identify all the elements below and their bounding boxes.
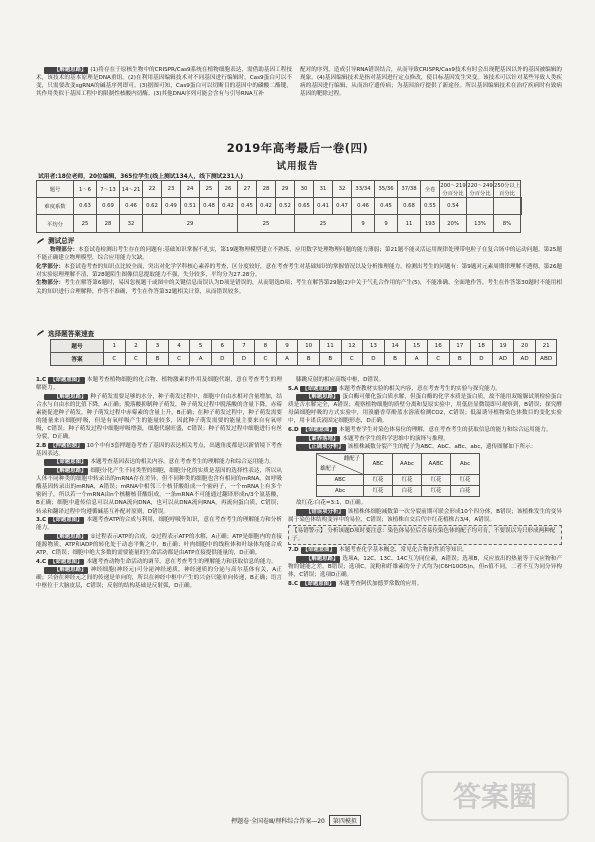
question-number: 14: [384, 340, 406, 353]
score-header-cell: 23: [162, 181, 181, 198]
solution-tag: 【解题思路】: [44, 67, 88, 74]
answer-table: [50, 339, 557, 366]
cross-cell: 红花: [393, 475, 422, 486]
cross-cell: 红花: [422, 475, 451, 486]
answer-paragraph: [36, 533, 282, 557]
cross-row: [317, 486, 480, 497]
difficulty-cell: 0.65: [295, 198, 314, 215]
question-number: 2.B: [36, 442, 49, 449]
score-header-cell: 35/36: [375, 181, 398, 198]
score-header-cell: 全卷: [421, 181, 440, 198]
score-header-cell: 7～13: [97, 181, 120, 198]
section-tag: 【解题思路】: [296, 394, 340, 401]
question-number: 11: [319, 340, 341, 353]
cross-row-head: ABC: [317, 475, 364, 486]
question-number: 2: [125, 340, 147, 353]
question-number: 18: [471, 340, 493, 353]
top-right-text: 配对的序列，造成引导RNA错误结合，从而导致CRISPR/Cas9技术有时会出现靶基因以外的基因被编辑的现象。(4)基因编辑技术是指对基因进行定点修改，使目标基因发生突变。该技术可以针对某些导致人类疾病的基因进行编辑，从而治疗遗传病；为基因治疗提供了新途径。所以基因编辑技术在治疗疾病时有致病基因的靶除过程。: [300, 67, 562, 98]
average-cell: 9: [352, 215, 375, 233]
score-header-cell: 220～249分百分比: [467, 181, 494, 198]
score-header-cell: 25: [200, 181, 219, 198]
answer-cell: B: [319, 353, 341, 366]
answer-cell: AD: [492, 353, 514, 366]
answer-cell: D: [363, 353, 385, 366]
question-number: 5: [190, 340, 212, 353]
score-header-cell: 31: [314, 181, 333, 198]
average-cell: 29: [143, 215, 238, 233]
section-tag: 【命题意图】: [302, 580, 335, 587]
cross-col-head: Abc: [451, 454, 480, 475]
warning-box: 【易错警示】 分析该题D项时要注意：染色体易位后含易位染色体的配子均可育，不要误以为只形成两种配子。: [288, 525, 562, 545]
section-tag: 【解题思路】: [44, 394, 88, 401]
section-tag: 【解题思路】: [44, 468, 88, 475]
paragraph-text: 细胞分化产生不同类型的细胞，细胞分化的实质是基因的选择性表达，所以从人体不同种类的细胞中转录出的mRNA存在差异，但不同种类的细胞也含有相同的mRNA，如呼吸酶基因转录出的mRNA，A错误；mRNA中相邻三个核苷酸组成一个密码子，一个mRNA上有多个密码子，所以若一个mRNA由n个核糖核苷酸组成，一条mRNA不可能通过翻译形成n/3个氨基酸，B正确；细胞中遗传信息可以从DNA流向DNA，也可以从DNA流向RNA，再流向蛋白质，C错误；转录和翻译过程中均遵循碱基互补配对原则，D错误。: [36, 468, 282, 515]
section-tag: 【押题依据】: [50, 442, 83, 449]
score-header-cell: 26: [219, 181, 238, 198]
section-tag: 【命题意图】: [44, 459, 88, 466]
score-header-cell: 32: [333, 181, 352, 198]
answer-cell: C: [104, 353, 126, 366]
average-cell: 9: [375, 215, 398, 233]
answer-paragraph: [288, 443, 562, 451]
difficulty-cell: 0.41: [314, 198, 333, 215]
paragraph-text: 选项A，12C、13C、14C互为同位素，A错误；选项B，反应放出的热量等于反应物和产物的键能之差，B错误；选项C，淀粉和纤维素的分子式均为(C6H10O5)n，但n值不同，二者不互为同分异构体，C错误；选项D正确。: [288, 555, 562, 579]
score-header-cell: 22: [143, 181, 162, 198]
question-number: 16: [427, 340, 449, 353]
bio-text: 考生在解答第6题时，易因忽视题干或图中的关键信息而误认为D项是错误的，从而错选D项；考生在解答第29题(2)中关于气孔合作用的产生(5)，不能准确、全面地作答。考生在作答第30题时不能用相关的知识进行合理解释，作答不准确，考生在作答第32题相关计算，从而错误较多。: [36, 280, 562, 295]
score-header-cell: 24: [181, 181, 200, 198]
answer-paragraph: 膝跳反射的相应高级中枢，D错误。: [296, 377, 385, 383]
difficulty-cell: [467, 198, 494, 215]
average-cell: 8%: [494, 215, 521, 233]
average-cell: 20%: [440, 215, 467, 233]
answer-cell: C: [255, 353, 277, 366]
question-number: 8.C: [288, 580, 301, 587]
analysis-heading: 测试总评: [36, 237, 562, 245]
question-number: 20: [514, 340, 536, 353]
section-tag: 【命题意图】: [50, 558, 83, 565]
difficulty-cell: 0.48: [200, 198, 219, 215]
question-number: 19: [492, 340, 514, 353]
answer-cell: C: [168, 353, 190, 366]
physics-label: 物理部分：: [50, 247, 79, 254]
analysis-section: [36, 236, 562, 296]
paragraph-text: 本题考查动物生命活动的调节，意在考查考生的理解能力和获取信息的能力。: [86, 558, 277, 565]
section-tag: 【解题思路】: [296, 556, 340, 563]
answer-cell: A: [276, 353, 298, 366]
answer-cell: C: [427, 353, 449, 366]
difficulty-cell: 0.46: [352, 198, 375, 215]
answer-paragraph: [36, 516, 282, 532]
difficulty-cell: [494, 198, 521, 215]
section-tag: 【正确项分析】: [296, 444, 346, 451]
difficulty-cell: 0.47: [333, 198, 352, 215]
cross-cell: 白花: [451, 486, 480, 497]
answer-paragraph: [288, 580, 562, 588]
answer-paragraph: [36, 467, 282, 516]
cross-col-head: AAbc: [393, 454, 422, 475]
difficulty-cell: 0.42: [219, 198, 238, 215]
watermark-logo: [420, 768, 570, 824]
top-left-paragraph: [36, 66, 292, 99]
paragraph-text: 种子萌发需要足够的水分，种子萌发过程中，细胞中自由水相对含量增加，结合水与自由水的比值下降，A正确；脱落酸抑制种子萌发，种子萌发过程中脱落酸的含量下降，赤霉素能促进种子萌发，种子萌发过程中赤霉素的含量上升，B正确；在种子萌发过程中，种子萌发需要的能量来自细胞呼吸，但是有氧呼吸产生的能量较多，因此种子萌发需要的能量主要来自有氧呼吸，C错误；种子萌发过程中细胞呼吸增强，细胞代谢旺盛，C错误；种子萌发过程中细胞进行有丝分裂，D正确。: [36, 393, 282, 441]
answer-paragraph: [288, 546, 562, 554]
average-cell: 193: [421, 215, 440, 233]
answer-paragraph: [36, 566, 282, 590]
question-number: 3.C: [36, 517, 49, 524]
cross-row-head: Abc: [317, 486, 364, 497]
paragraph-text: 本题考查学生对染色体易位的理解，意在考查考生的获取信息的能力和综合运用能力。: [338, 427, 552, 434]
cross-table: [316, 453, 480, 497]
report-subtitle: 试用报告: [276, 161, 319, 172]
answer-cell: B: [384, 353, 406, 366]
answer-paragraph: [288, 508, 562, 524]
score-header-cell: 28: [257, 181, 276, 198]
section-tag: 【命题意图】: [50, 377, 83, 383]
answer-paragraph: [288, 426, 562, 434]
average-cell: 28: [97, 215, 120, 233]
question-number: 4: [168, 340, 190, 353]
question-number: 5.A: [288, 385, 301, 392]
paragraph-text: 本题考查化学基本概念，常见化合物的性质等知识。: [338, 547, 468, 554]
question-number: 9: [276, 340, 298, 353]
answer-cell: C: [125, 353, 147, 366]
difficulty-cell: 0.55: [421, 198, 440, 215]
paragraph-text: 该植株体细胞减数第一次分裂前期可联会形成10个四分体，B错误；该植株发生的变异属于染色体结构变异中的易位，C错误；该植株自交后代中红花植株占3/4，A错误。: [288, 508, 562, 524]
question-number: 1.C: [36, 377, 49, 383]
right-column: [288, 376, 562, 588]
cross-cell: 红花: [422, 486, 451, 497]
answers-label: 答案: [51, 353, 104, 366]
score-table: [36, 180, 522, 233]
answer-cell: AD: [514, 353, 536, 366]
tester-meta: 试用者:18位老师，20位编辑，365位学生(线上测试134人，线下测试231人): [38, 174, 243, 180]
answer-paragraph: [36, 442, 282, 458]
difficulty-cell: [521, 198, 522, 215]
chem-text: 本套试卷考查的知识点比较全面，突出对化学学科核心素养的考查，区分度较好，意在考查考生对基础知识的掌握情况以及分析推理能力。检测出考生的问题有：第9题对元素周期律理解不透彻，第26题对实验原理理解不清，第28题陌生图像信息提取能力不强，失分较多，平均分为27.28分。: [36, 263, 562, 278]
chem-label: 化学部分：: [36, 263, 65, 270]
score-header-cell: 33/34: [352, 181, 375, 198]
answer-paragraph: [288, 393, 562, 425]
question-number: 1: [104, 340, 126, 353]
answer-cell: B: [449, 353, 471, 366]
difficulty-cell: 0.54: [440, 198, 467, 215]
answer-paragraph: [36, 376, 282, 392]
section-tag: 【错误项分析】: [296, 509, 346, 516]
score-header-cell: 30: [295, 181, 314, 198]
cross-row: [317, 475, 480, 486]
top-right-paragraph: [300, 66, 562, 99]
paragraph-text: 该植株减数分裂产生的配子为ABC、AbC、aBc、abc，遗传图解如下所示：: [347, 444, 537, 451]
question-number: 10: [298, 340, 320, 353]
score-header-cell: 1～6: [74, 181, 97, 198]
page-title: 2019年高考最后一卷(四): [226, 141, 369, 155]
answer-cell: D: [211, 353, 233, 366]
section-tag: 【素养落地】: [296, 436, 340, 443]
paragraph-text: 蛋白酶可催化蛋白质水解，但蛋白酶的化学本质是蛋白质，故不能用双缩脲试剂检验蛋白质是否水解完全，A错误；观察植物细胞的质壁分离和复原实验中，用低倍显微镜即可观察到，B错误；探究酵母菌细胞呼吸的方式实验中，用溴麝香草酚蓝水溶液检测CO2，C错误；低温诱导植物染色体数目的变化实验中，用卡诺氏液固定细胞形态，D正确。: [288, 394, 562, 425]
section-tag: 【命题意图】: [302, 547, 335, 554]
cross-cell: 红花: [451, 475, 480, 486]
paragraph-text: 本题考查教材实验的相关内容，意在考查考生的实验与探究能力。: [338, 385, 501, 392]
cross-cell: 白花: [393, 486, 422, 497]
difficulty-cell: 0.49: [162, 198, 181, 215]
difficulty-cell: 0.42: [257, 198, 276, 215]
answer-cell: C: [341, 353, 363, 366]
score-header-cell: 14～21: [120, 181, 143, 198]
paragraph-text: 本题考查ATP的合成与利用，细胞呼吸等知识，意在考查考生的理解能力和分析能力。: [36, 517, 282, 532]
question-number: 21: [535, 340, 557, 353]
difficulty-cell: 0.68: [398, 198, 421, 215]
answer-paragraph: [36, 393, 282, 442]
pencil-icon: [36, 238, 45, 245]
answer-paragraph: 故红花:白花=3:1，D正确。: [296, 500, 367, 507]
difficulty-cell: 0.45: [238, 198, 257, 215]
mock-badge: 第四模拟: [329, 815, 361, 826]
cross-col-head: AABC: [422, 454, 451, 475]
answer-cell: A: [190, 353, 212, 366]
answer-cell: B: [298, 353, 320, 366]
question-number: 17: [449, 340, 471, 353]
question-number: 7: [233, 340, 255, 353]
average-label: 平均分: [37, 215, 74, 233]
paragraph-text: ①过程表示ATP的合成，②过程表示ATP的水解，A正确；ATP是细胞内的直接能源物质，ATP和ADP的转化处于动态平衡之中，B正确；叶肉细胞中的线粒体和叶绿体均能合成ATP，C错误；细胞中绝大多数的需要能量的生命活动都是由ATP直接提供能量的，D正确。: [36, 533, 282, 556]
answer-cell: D: [471, 353, 493, 366]
score-header-cell: 29: [276, 181, 295, 198]
paragraph-text: 本题考查基因表达的相关内容，意在考查考生的理解能力和综合运用能力。: [90, 459, 275, 466]
cross-col-head: ABC: [364, 454, 393, 475]
page-footer: 押题卷·全国卷Ⅲ/理科综合答案—20 第四模拟: [196, 815, 396, 826]
difficulty-cell: 0.45: [375, 198, 398, 215]
answer-cell: B: [147, 353, 169, 366]
section-tag: 【解题思路】: [44, 567, 88, 574]
score-header-cell: 200～219分百分比: [440, 181, 467, 198]
answer-paragraph: [36, 458, 282, 466]
answer-cell: D: [233, 353, 255, 366]
paragraph-text: 10个中有3套押题卷考查了基因的表达相关考点，出题角度都是以新情境下考查基因表达。: [36, 442, 282, 457]
bio-label: 生物部分：: [36, 280, 65, 287]
average-cell: 13%: [467, 215, 494, 233]
difficulty-cell: 0.51: [181, 198, 200, 215]
score-header-cell: 250分以上百分比: [494, 181, 521, 198]
question-number: 8: [255, 340, 277, 353]
average-cell: 11: [398, 215, 421, 233]
answer-heading: 选择题答案速查: [36, 328, 94, 338]
difficulty-label: 难度系数: [37, 198, 74, 215]
difficulty-cell: 0.62: [143, 198, 162, 215]
answer-cell: A: [406, 353, 428, 366]
answer-paragraph: [36, 558, 282, 566]
score-header-cell: 题号: [37, 181, 74, 198]
answer-cell: ABD: [535, 353, 557, 366]
cross-cell: 红花: [364, 475, 393, 486]
average-cell: 25: [74, 215, 97, 233]
section-tag: 【解题思路】: [44, 534, 88, 541]
top-left-text: (1)将存在于原核生物中的CRISPR/Cas9系统在植物细胞表达，需借助基因工程技术，该技术的基本原理是DNA重组。(2)在利用基因编辑技术对不同基因进行编辑时，Cas9蛋白可以不变，只需要改变sgRNA的碱基序列即可。(3)据图可知，Cas9蛋白可以切断目的基因中的磷酸二酯键，其作用类似于基因工程中的限制性核酸内切酶。(3)其他DNA序列可能会含有与引导RNA互补: [36, 67, 292, 98]
average-cell: 25: [295, 215, 352, 233]
answer-paragraph: [288, 435, 562, 443]
question-number: 6.D: [288, 427, 301, 434]
left-column: [36, 376, 282, 591]
score-header-cell: 37/38: [398, 181, 421, 198]
question-number: 13: [363, 340, 385, 353]
question-number: 4.C: [36, 558, 49, 565]
answer-paragraph: [288, 555, 562, 579]
score-header-cell: 27: [238, 181, 257, 198]
cross-corner: 雌配子 雄配子: [317, 454, 364, 475]
question-number: 7.D: [288, 547, 301, 554]
paragraph-text: 本题考查植物细胞的化合物、植物激素的作用及细胞代谢，意在考查考生的理解能力。: [36, 377, 282, 392]
difficulty-cell: 0.52: [276, 198, 295, 215]
cross-cell: 红花: [364, 486, 393, 497]
question-number: 3: [147, 340, 169, 353]
section-tag: 【命题意图】: [302, 385, 335, 392]
answer-paragraph: [288, 385, 562, 393]
question-number: 15: [406, 340, 428, 353]
numbers-label: 题号: [51, 340, 104, 353]
difficulty-cell: 0.69: [97, 198, 120, 215]
question-number: 12: [341, 340, 363, 353]
difficulty-cell: 0.46: [120, 198, 143, 215]
svg-text:答案圈: 答案圈: [452, 780, 538, 813]
section-tag: 【命题意图】: [50, 517, 83, 524]
question-number: 6: [211, 340, 233, 353]
average-cell: 32: [120, 215, 143, 233]
section-tag: 【命题意图】: [302, 427, 335, 434]
physics-text: 本套试卷检测出考生存在的问题有:基础知识掌握不扎实，第19题物理模型建立不熟练，应用数学处理物理问题的能力薄弱；第21题不能灵活运用规律处理带电粒子在复合场中的运动问题，第25题不能正确建立物理模型，综合应用能力欠缺。: [36, 247, 562, 262]
paragraph-text: 神经细胞(神经元)可分泌神经递质，神经递质的分泌与高尔基体有关，A正确；兴奋在神经元之间的传递是单向的，所以在神经中枢中产生的兴奋只能单向传递，B正确；语言中枢位于大脑皮层，C错误；反射的结构基础是反射弧，D正确。: [36, 567, 282, 590]
average-cell: 25: [238, 215, 295, 233]
pencil-icon: [36, 330, 45, 337]
paragraph-text: 本题考查学生的科学思维中的演绎与推理。: [342, 435, 449, 442]
paragraph-text: 本题考查阿伏加德罗常数的应用。: [338, 580, 423, 587]
difficulty-cell: 0.63: [74, 198, 97, 215]
